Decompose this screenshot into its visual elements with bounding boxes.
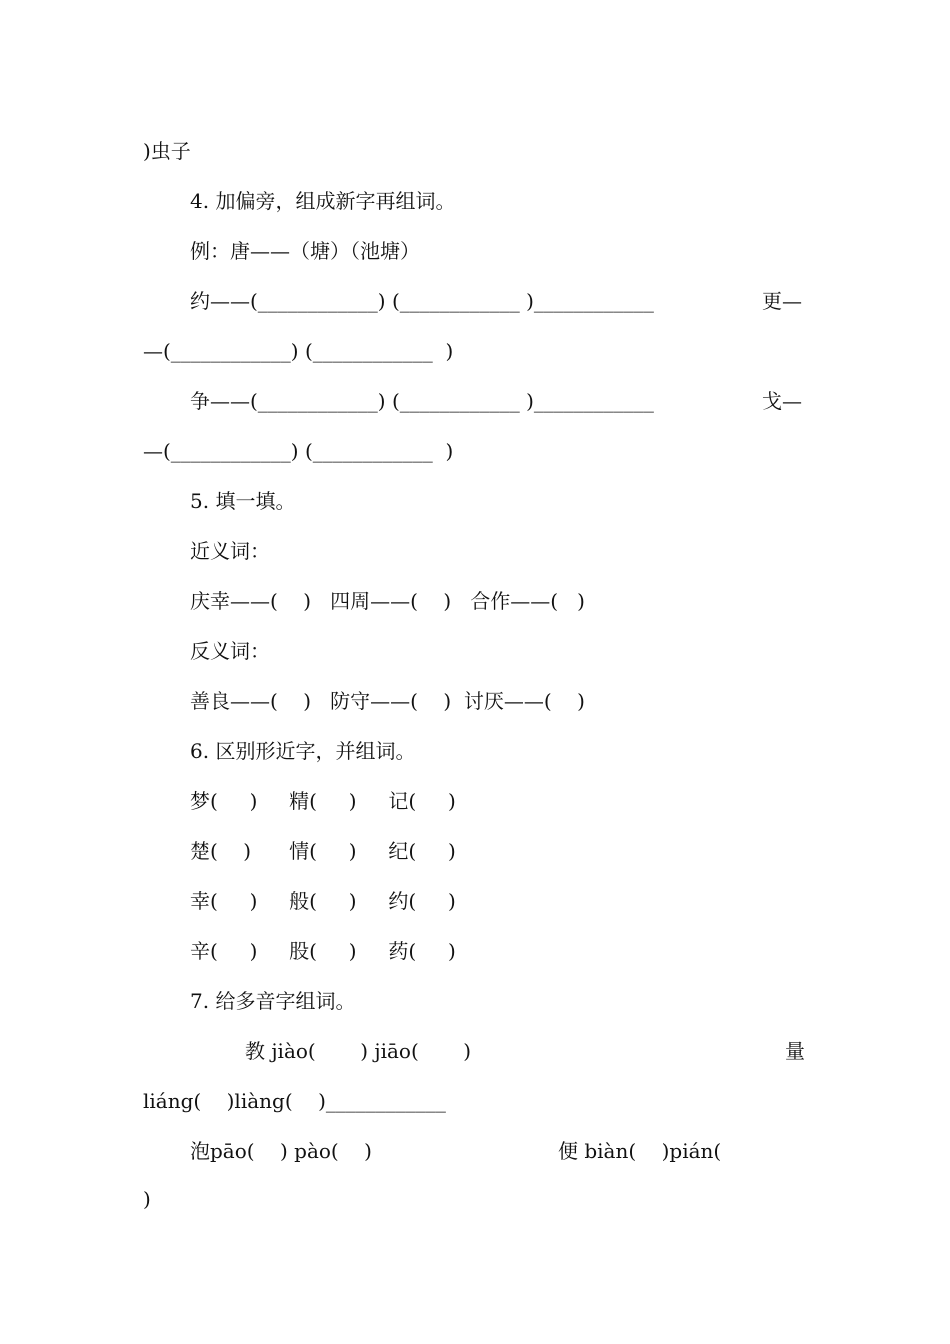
antonyms-label: 反义词： (190, 639, 270, 663)
antonyms-row: 善良——( ) 防守——( ) 讨厌——( ) (190, 689, 585, 713)
question-4-example: 例：唐——（塘）（池塘） (190, 239, 420, 263)
question-4-row-1: 约——(____________) (____________ )____________ (190, 289, 654, 313)
question-7-title: 7. 给多音字组词。 (190, 989, 356, 1013)
similar-chars-row-3: 幸( ) 般( ) 约( ) (190, 889, 456, 913)
question-4-row-2-end: 戈— (762, 389, 802, 413)
polyphone-row-1: 教 jiào( ) jiāo( ) (245, 1039, 472, 1063)
similar-chars-row-4: 辛( ) 股( ) 药( ) (190, 939, 456, 963)
polyphone-row-2-end: 便 biàn( )pián( (558, 1139, 722, 1163)
similar-chars-row-2: 楚( ) 情( ) 纪( ) (190, 839, 456, 863)
synonyms-label: 近义词： (190, 539, 270, 563)
synonyms-row: 庆幸——( ) 四周——( ) 合作——( ) (190, 589, 585, 613)
question-4-row-1-cont: —(____________) (____________ ) (143, 339, 454, 363)
question-4-row-2: 争——(____________) (____________ )____________ (190, 389, 654, 413)
question-4-row-1-end: 更— (762, 289, 802, 313)
polyphone-row-2-cont: ) (143, 1187, 151, 1211)
question-4-row-2-cont: —(____________) (____________ ) (143, 439, 454, 463)
polyphone-row-1-cont: liáng( )liàng( )____________ (143, 1089, 446, 1113)
question-4-title: 4. 加偏旁，组成新字再组词。 (190, 189, 456, 213)
line-insects: )虫子 (143, 139, 191, 163)
question-5-title: 5. 填一填。 (190, 489, 296, 513)
question-6-title: 6. 区别形近字，并组词。 (190, 739, 416, 763)
similar-chars-row-1: 梦( ) 精( ) 记( ) (190, 789, 456, 813)
polyphone-row-2: 泡pāo( ) pào( ) (190, 1139, 372, 1163)
polyphone-row-1-end: 量 (785, 1039, 805, 1063)
